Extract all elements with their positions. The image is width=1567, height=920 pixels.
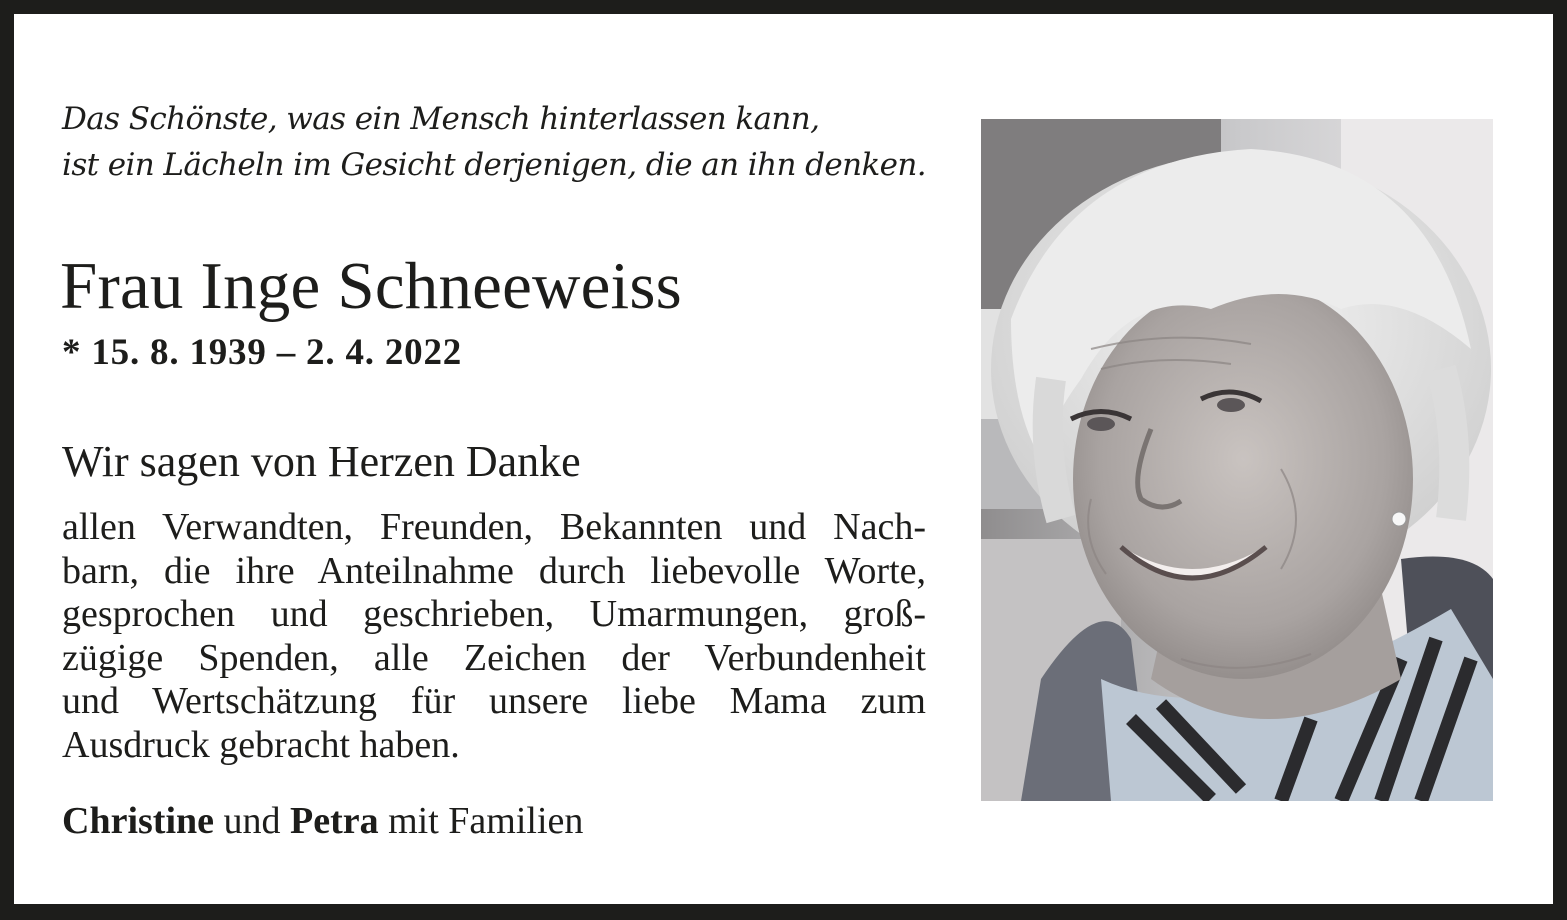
portrait-illustration <box>981 119 1493 801</box>
thanks-line: und Wertschätzung für unsere liebe Mama zum <box>62 680 926 723</box>
life-dates: * 15. 8. 1939 – 2. 4. 2022 <box>62 332 463 373</box>
thanks-body <box>62 506 926 768</box>
quote-line-2: ist ein Lächeln im Gesicht derjenigen, die an ihn denken. <box>62 147 926 183</box>
signature-join-1: und <box>214 800 290 842</box>
thanks-line: zügige Spenden, alle Zeichen der Verbundenheit <box>62 636 926 679</box>
portrait-photo <box>981 119 1493 801</box>
thanks-line: barn, die ihre Anteilnahme durch liebevolle Worte, <box>62 549 926 592</box>
deceased-name: Frau Inge Schneeweiss <box>60 249 682 323</box>
memorial-quote <box>62 96 942 188</box>
thanks-line: Ausdruck gebracht haben. <box>62 723 460 766</box>
signature <box>62 797 583 845</box>
signature-name-2: Petra <box>290 800 379 842</box>
signature-join-2: mit Familien <box>378 800 584 842</box>
quote-line-1: Das Schönste, was ein Mensch hinterlassen kann, <box>62 101 820 137</box>
thanks-heading: Wir sagen von Herzen Danke <box>62 437 581 486</box>
thanks-line: gesprochen und geschrieben, Umarmungen, groß- <box>62 593 926 636</box>
thanks-line: allen Verwandten, Freunden, Bekannten und Nach- <box>62 506 926 548</box>
signature-name-1: Christine <box>62 800 214 842</box>
